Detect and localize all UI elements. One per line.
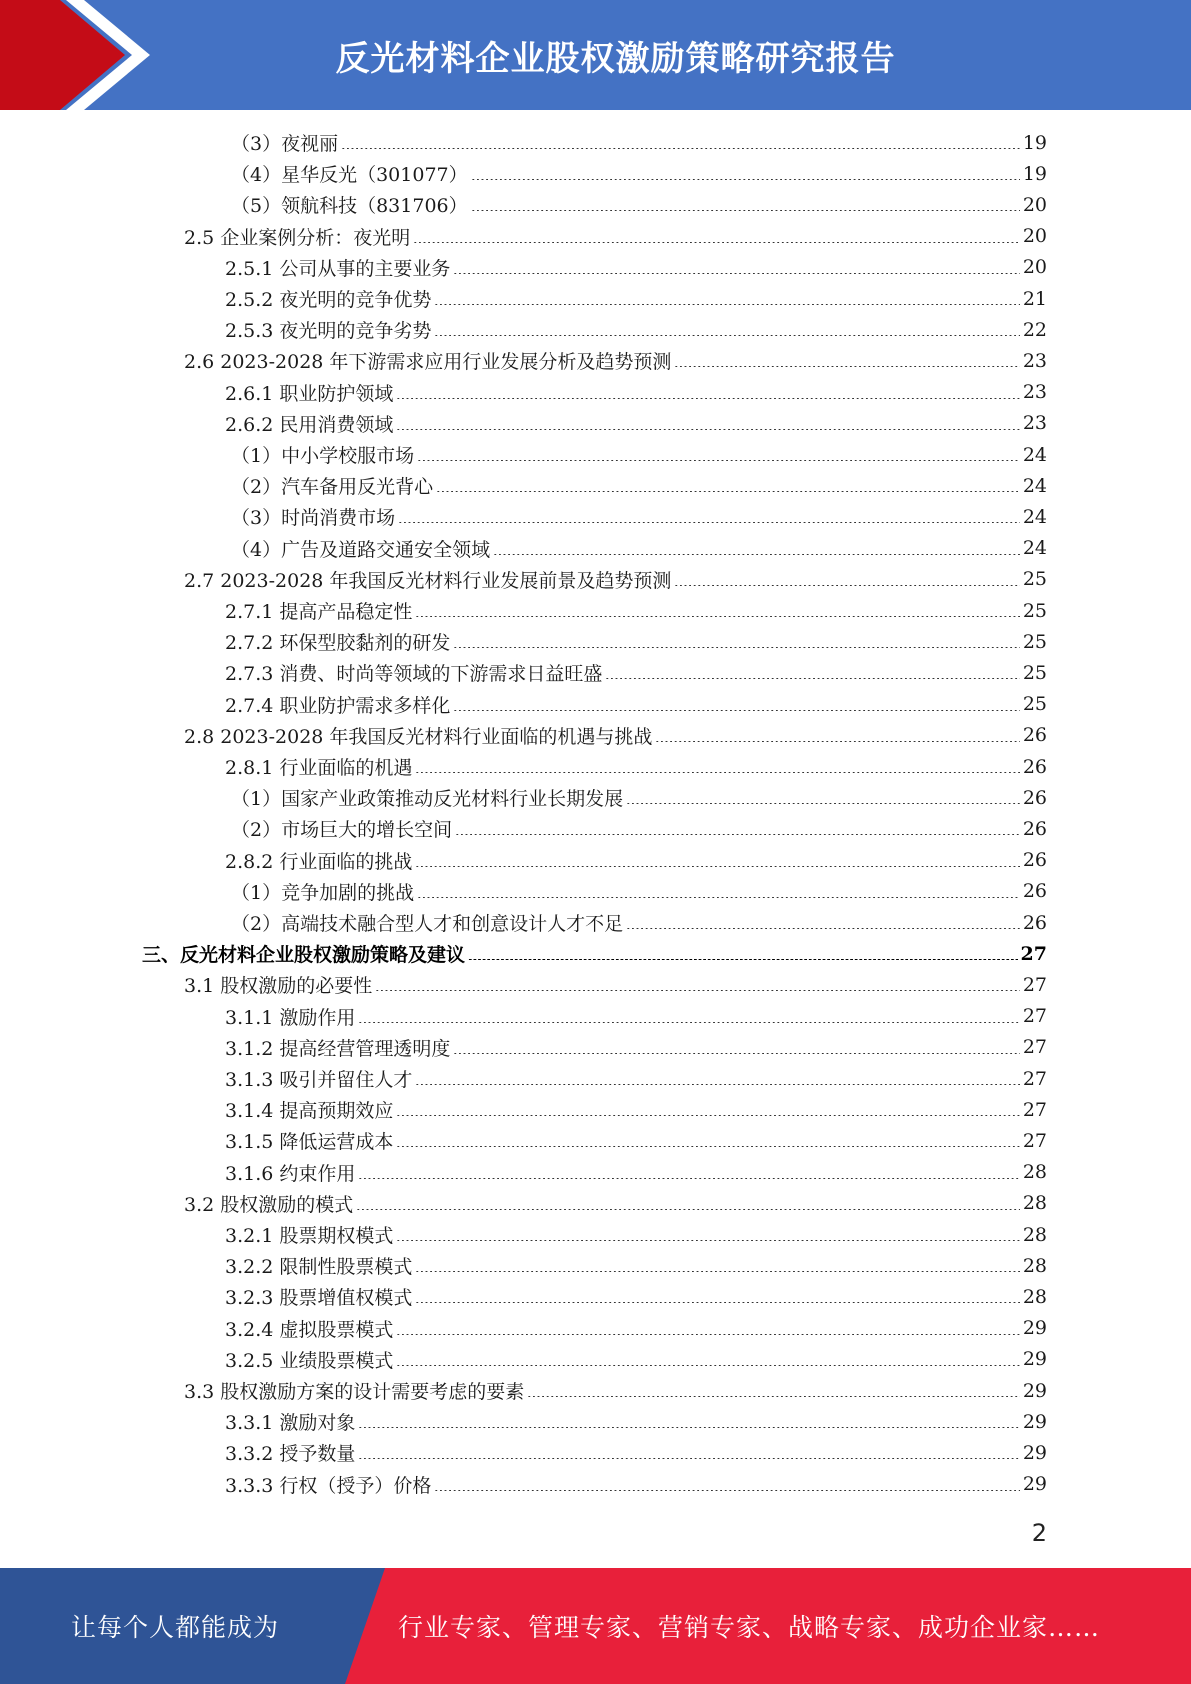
toc-dot-leader xyxy=(396,1115,1019,1116)
toc-entry-title: 3.3.2 授予数量 xyxy=(225,1443,356,1466)
toc-entry[interactable] xyxy=(225,252,1047,283)
toc-entry-page: 26 xyxy=(1022,817,1047,840)
toc-entry-page: 27 xyxy=(1022,1005,1047,1028)
toc-entry[interactable] xyxy=(225,1032,1047,1063)
toc-dot-leader xyxy=(417,460,1020,461)
toc-dot-leader xyxy=(674,366,1019,367)
toc-entry-title: 2.6.2 民用消费领域 xyxy=(225,413,394,436)
toc-entry[interactable] xyxy=(231,439,1047,470)
toc-entry-title: 3.1.6 约束作用 xyxy=(225,1162,356,1185)
toc-dot-leader xyxy=(396,1146,1019,1147)
toc-entry-page: 24 xyxy=(1022,537,1047,560)
toc-entry-page: 25 xyxy=(1022,568,1047,591)
toc-entry-title: 2.7.1 提高产品稳定性 xyxy=(225,601,413,623)
toc-entry-page: 21 xyxy=(1022,287,1047,310)
toc-entry-title: 3.2.2 限制性股票模式 xyxy=(225,1256,413,1279)
toc-dot-leader xyxy=(453,1053,1019,1054)
toc-dot-leader xyxy=(396,1365,1019,1366)
toc-entry[interactable] xyxy=(225,1094,1047,1125)
toc-entry-title: 2.5.1 公司从事的主要业务 xyxy=(225,257,451,280)
toc-dot-leader xyxy=(341,148,1020,149)
toc-entry-title: 3.1 股权激励的必要性 xyxy=(184,975,373,998)
toc-dot-leader xyxy=(605,678,1019,679)
toc-entry-title: （3）时尚消费市场 xyxy=(231,507,396,530)
toc-dot-leader xyxy=(396,398,1019,399)
toc-dot-leader xyxy=(396,1240,1019,1241)
toc-entry-title: 2.5.2 夜光明的竞争优势 xyxy=(225,289,432,311)
toc-entry[interactable] xyxy=(225,1063,1047,1094)
toc-entry[interactable] xyxy=(225,626,1047,657)
toc-entry[interactable] xyxy=(184,564,1047,595)
toc-entry-page: 25 xyxy=(1022,693,1047,716)
toc-entry-title: （4）星华反光（301077） xyxy=(231,164,468,187)
toc-entry[interactable] xyxy=(231,189,1047,220)
toc-entry-page: 29 xyxy=(1022,1379,1047,1402)
toc-dot-leader xyxy=(626,803,1020,804)
toc-entry-page: 24 xyxy=(1022,474,1047,497)
toc-entry-page: 27 xyxy=(1022,1129,1047,1152)
toc-entry-page: 29 xyxy=(1022,1317,1047,1340)
toc-entry-title: 2.5 企业案例分析：夜光明 xyxy=(184,226,411,249)
toc-dot-leader xyxy=(455,834,1020,835)
toc-entry-title: 3.2.1 股票期权模式 xyxy=(225,1225,394,1247)
toc-entry-page: 29 xyxy=(1022,1473,1047,1496)
toc-entry[interactable] xyxy=(184,221,1047,252)
toc-dot-leader xyxy=(415,616,1019,617)
toc-entry-page: 28 xyxy=(1022,1223,1047,1246)
toc-entry-page: 28 xyxy=(1022,1192,1047,1215)
toc-entry[interactable] xyxy=(184,1375,1047,1406)
toc-entry[interactable] xyxy=(184,969,1047,1000)
toc-dot-leader xyxy=(415,772,1019,773)
toc-entry-page: 27 xyxy=(1022,1036,1047,1059)
toc-entry[interactable] xyxy=(231,470,1047,501)
toc-entry[interactable] xyxy=(225,1469,1047,1500)
toc-entry-page: 23 xyxy=(1022,349,1047,372)
toc-dot-leader xyxy=(493,554,1020,555)
toc-entry-page: 27 xyxy=(1022,1098,1047,1121)
toc-entry-page: 25 xyxy=(1022,630,1047,653)
toc-entry[interactable] xyxy=(225,1157,1047,1188)
toc-entry-title: （3）夜视丽 xyxy=(231,133,339,155)
toc-entry-title: 3.2.5 业绩股票模式 xyxy=(225,1349,394,1372)
toc-dot-leader xyxy=(396,429,1019,430)
toc-entry-page: 26 xyxy=(1022,911,1047,934)
toc-entry[interactable] xyxy=(225,1281,1047,1312)
toc-entry-title: 3.2.3 股票增值权模式 xyxy=(225,1287,413,1310)
toc-entry-title: 3.3.1 激励对象 xyxy=(225,1412,356,1435)
toc-entry-title: （2）高端技术融合型人才和创意设计人才不足 xyxy=(231,913,624,935)
toc-dot-leader xyxy=(413,242,1020,243)
toc-dot-leader xyxy=(434,304,1019,305)
toc-entry-page: 28 xyxy=(1022,1285,1047,1308)
toc-entry-page: 27 xyxy=(1020,942,1047,965)
header-red-arrow-decoration xyxy=(0,0,150,110)
report-title: 反光材料企业股权激励策略研究报告 xyxy=(335,38,896,79)
toc-dot-leader xyxy=(415,866,1019,867)
toc-dot-leader xyxy=(471,179,1020,180)
toc-entry[interactable] xyxy=(225,283,1047,314)
toc-dot-leader xyxy=(358,1427,1019,1428)
page-footer xyxy=(0,1568,1191,1684)
toc-entry-page: 26 xyxy=(1022,755,1047,778)
toc-entry-title: （4）广告及道路交通安全领域 xyxy=(231,538,491,561)
toc-dot-leader xyxy=(396,1334,1019,1335)
toc-entry-page: 19 xyxy=(1022,162,1047,185)
toc-entry[interactable] xyxy=(142,938,1047,969)
toc-entry-title: 2.6.1 职业防护领域 xyxy=(225,382,394,405)
toc-entry-page: 20 xyxy=(1022,256,1047,279)
toc-entry-page: 23 xyxy=(1022,412,1047,435)
toc-entry-page: 27 xyxy=(1022,1067,1047,1090)
toc-dot-leader xyxy=(358,1458,1019,1459)
toc-entry-page: 28 xyxy=(1022,1161,1047,1184)
toc-entry-page: 29 xyxy=(1022,1348,1047,1371)
toc-entry[interactable] xyxy=(231,533,1047,564)
toc-entry-title: 2.8.1 行业面临的机遇 xyxy=(225,757,413,779)
toc-dot-leader xyxy=(674,585,1019,586)
toc-dot-leader xyxy=(527,1396,1020,1397)
toc-entry-title: 三、反光材料企业股权激励策略及建议 xyxy=(142,944,466,967)
toc-entry-title: （5）领航科技（831706） xyxy=(231,195,468,218)
toc-entry[interactable] xyxy=(225,1250,1047,1281)
toc-entry[interactable] xyxy=(231,501,1047,532)
toc-entry[interactable] xyxy=(225,377,1047,408)
toc-entry-title: 3.3.3 行权（授予）价格 xyxy=(225,1474,432,1497)
toc-entry-page: 27 xyxy=(1022,973,1047,996)
toc-dot-leader xyxy=(655,741,1019,742)
toc-dot-leader xyxy=(417,897,1020,898)
toc-entry-page: 19 xyxy=(1022,131,1047,154)
toc-entry[interactable] xyxy=(225,314,1047,345)
toc-entry-page: 26 xyxy=(1022,786,1047,809)
toc-dot-leader xyxy=(436,491,1020,492)
toc-dot-leader xyxy=(358,1178,1019,1179)
page-header xyxy=(0,0,1191,110)
toc-entry[interactable] xyxy=(225,751,1047,782)
toc-entry-title: 3.1.4 提高预期效应 xyxy=(225,1100,394,1123)
toc-dot-leader xyxy=(471,210,1020,211)
toc-entry[interactable] xyxy=(225,1437,1047,1468)
toc-entry[interactable] xyxy=(231,876,1047,907)
toc-entry-title: 2.5.3 夜光明的竞争劣势 xyxy=(225,320,432,343)
toc-dot-leader xyxy=(468,959,1018,960)
toc-entry[interactable] xyxy=(231,813,1047,844)
toc-entry-title: 3.1.3 吸引并留住人才 xyxy=(225,1069,413,1091)
toc-dot-leader xyxy=(453,273,1019,274)
toc-entry[interactable] xyxy=(225,1001,1047,1032)
toc-entry[interactable] xyxy=(225,1125,1047,1156)
toc-entry-page: 24 xyxy=(1022,505,1047,528)
toc-entry[interactable] xyxy=(231,158,1047,189)
toc-entry[interactable] xyxy=(231,907,1047,938)
footer-slogan-right: 行业专家、管理专家、营销专家、战略专家、成功企业家…… xyxy=(398,1613,1101,1642)
toc-entry[interactable] xyxy=(231,127,1047,158)
toc-entry-page: 28 xyxy=(1022,1254,1047,1277)
toc-dot-leader xyxy=(626,928,1020,929)
toc-entry-title: 3.1.2 提高经营管理透明度 xyxy=(225,1037,451,1060)
toc-entry-title: 2.7.4 职业防护需求多样化 xyxy=(225,694,451,717)
toc-dot-leader xyxy=(453,647,1019,648)
toc-entry[interactable] xyxy=(184,720,1047,751)
toc-entry[interactable] xyxy=(225,1406,1047,1437)
toc-entry-title: 3.2 股权激励的模式 xyxy=(184,1193,354,1216)
footer-slogan-left: 让每个人都能成为 xyxy=(70,1613,279,1642)
toc-dot-leader xyxy=(358,1022,1019,1023)
toc-dot-leader xyxy=(434,335,1019,336)
toc-dot-leader xyxy=(415,1302,1019,1303)
toc-entry-page: 26 xyxy=(1022,880,1047,903)
toc-entry-title: 3.1.5 降低运营成本 xyxy=(225,1131,394,1154)
toc-dot-leader xyxy=(375,990,1020,991)
toc-entry-page: 24 xyxy=(1022,443,1047,466)
toc-entry[interactable] xyxy=(225,1219,1047,1250)
toc-entry-title: （1）中小学校服市场 xyxy=(231,445,415,467)
toc-entry-title: 3.2.4 虚拟股票模式 xyxy=(225,1318,394,1341)
toc-entry-title: 2.8 2023-2028 年我国反光材料行业面临的机遇与挑战 xyxy=(184,725,653,748)
toc-entry-title: （1）竞争加剧的挑战 xyxy=(231,881,415,904)
toc-entry[interactable] xyxy=(225,657,1047,688)
toc-entry[interactable] xyxy=(184,1188,1047,1219)
page-number: 2 xyxy=(1031,1519,1047,1547)
toc-entry-page: 26 xyxy=(1022,849,1047,872)
toc-entry-page: 29 xyxy=(1022,1441,1047,1464)
toc-entry-title: 3.3 股权激励方案的设计需要考虑的要素 xyxy=(184,1381,525,1403)
toc-entry-page: 25 xyxy=(1022,599,1047,622)
toc-entry-title: 2.7.2 环保型胶黏剂的研发 xyxy=(225,632,451,655)
toc-entry[interactable] xyxy=(225,595,1047,626)
toc-entry-title: 3.1.1 激励作用 xyxy=(225,1006,356,1029)
toc-entry-page: 22 xyxy=(1022,318,1047,341)
toc-dot-leader xyxy=(415,1271,1019,1272)
toc-entry-page: 20 xyxy=(1022,193,1047,216)
toc-dot-leader xyxy=(415,1084,1019,1085)
toc-entry[interactable] xyxy=(225,845,1047,876)
toc-entry[interactable] xyxy=(225,1313,1047,1344)
toc-entry-page: 29 xyxy=(1022,1410,1047,1433)
toc-entry[interactable] xyxy=(225,408,1047,439)
toc-dot-leader xyxy=(398,522,1020,523)
toc-entry-page: 23 xyxy=(1022,381,1047,404)
toc-entry[interactable] xyxy=(184,345,1047,376)
toc-entry[interactable] xyxy=(225,689,1047,720)
toc-entry-title: 2.8.2 行业面临的挑战 xyxy=(225,850,413,873)
toc-entry-title: 2.7 2023-2028 年我国反光材料行业发展前景及趋势预测 xyxy=(184,569,672,592)
toc-entry-page: 20 xyxy=(1022,225,1047,248)
toc-entry-title: （2）市场巨大的增长空间 xyxy=(231,819,453,842)
toc-entry-title: （1）国家产业政策推动反光材料行业长期发展 xyxy=(231,788,624,811)
toc-entry-title: （2）汽车备用反光背心 xyxy=(231,476,434,499)
toc-entry[interactable] xyxy=(231,782,1047,813)
toc-dot-leader xyxy=(356,1209,1020,1210)
toc-entry-title: 2.7.3 消费、时尚等领域的下游需求日益旺盛 xyxy=(225,663,603,686)
toc-entry-title: 2.6 2023-2028 年下游需求应用行业发展分析及趋势预测 xyxy=(184,351,672,374)
toc-entry-page: 26 xyxy=(1022,724,1047,747)
toc-entry[interactable] xyxy=(225,1344,1047,1375)
toc-dot-leader xyxy=(434,1490,1019,1491)
toc-dot-leader xyxy=(453,710,1019,711)
toc-entry-page: 25 xyxy=(1022,661,1047,684)
